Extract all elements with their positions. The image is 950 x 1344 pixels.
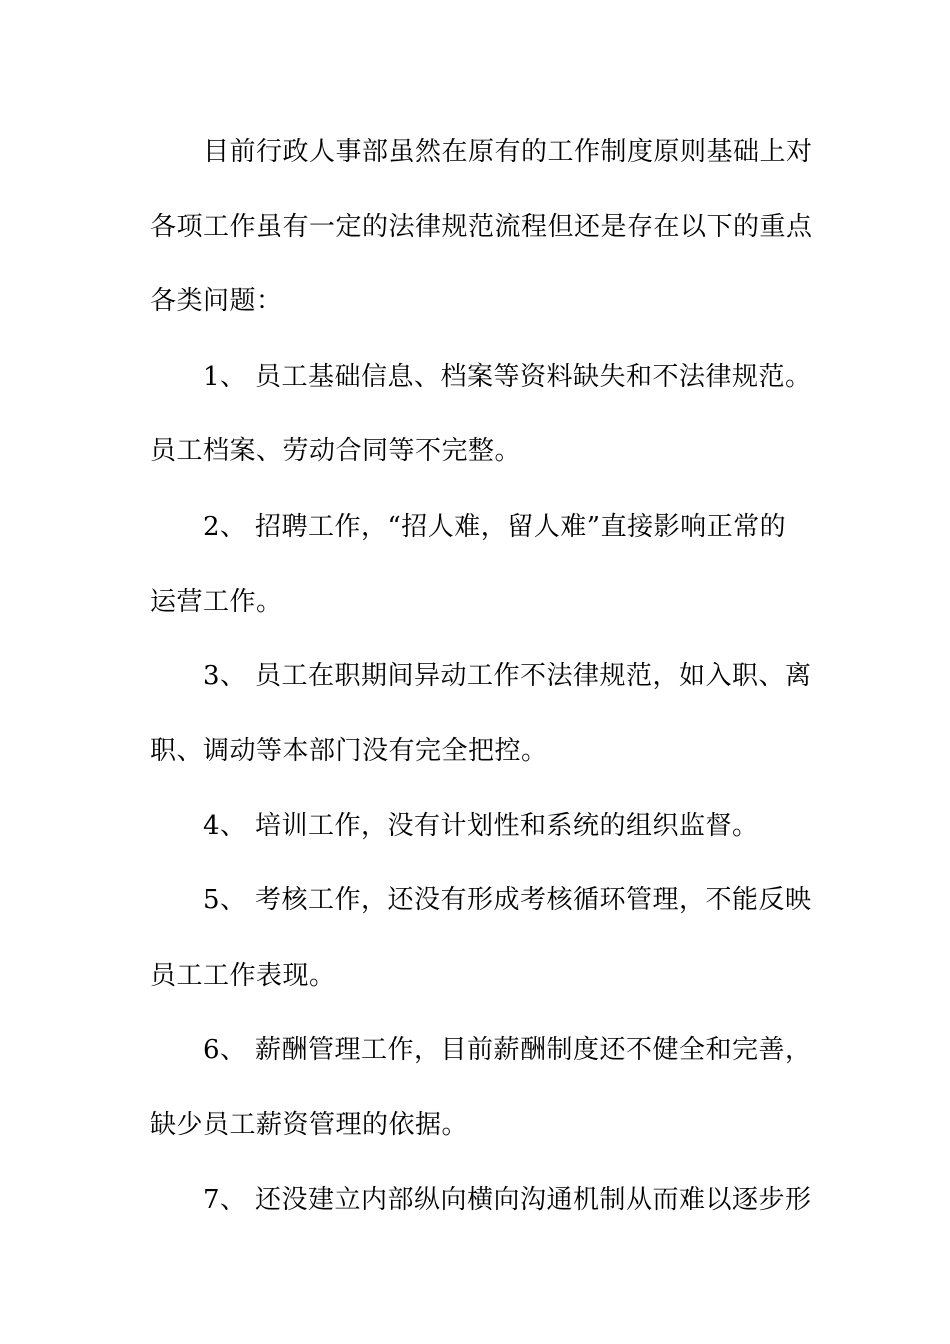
intro-line-2: 各项工作虽有一定的法律规范流程但还是存在以下的重点 <box>150 212 813 242</box>
item-text: 薪酬管理工作，目前薪酬制度还不健全和完善， <box>255 1035 812 1065</box>
item-number: 2、 <box>203 512 247 542</box>
item-text: 招聘工作，“招人难，留人难”直接影响正常的 <box>255 512 787 542</box>
list-item-3-cont: 职、调动等本部门没有完全把控。 <box>150 736 548 766</box>
list-item-3 <box>203 661 812 691</box>
list-item-5 <box>203 885 812 915</box>
list-item-2 <box>203 512 786 542</box>
item-number: 4、 <box>203 811 247 841</box>
list-item-7 <box>203 1185 812 1215</box>
list-item-6-cont: 缺少员工薪资管理的依据。 <box>150 1110 469 1140</box>
list-item-2-cont: 运营工作。 <box>150 587 283 617</box>
item-number: 1、 <box>203 362 247 392</box>
list-item-1 <box>203 362 812 392</box>
item-number: 3、 <box>203 661 247 691</box>
item-text: 员工在职期间异动工作不法律规范，如入职、离 <box>255 661 812 691</box>
list-item-4 <box>203 811 759 841</box>
item-number: 5、 <box>203 885 247 915</box>
intro-line-1: 目前行政人事部虽然在原有的工作制度原则基础上对 <box>203 137 813 167</box>
list-item-5-cont: 员工工作表现。 <box>150 961 336 991</box>
item-text: 培训工作，没有计划性和系统的组织监督。 <box>255 811 759 841</box>
list-item-6 <box>203 1035 812 1065</box>
item-number: 6、 <box>203 1035 247 1065</box>
intro-line-3: 各类问题： <box>150 286 283 316</box>
item-text: 考核工作，还没有形成考核循环管理，不能反映 <box>255 885 812 915</box>
item-text: 还没建立内部纵向横向沟通机制从而难以逐步形 <box>255 1185 812 1215</box>
item-text: 员工基础信息、档案等资料缺失和不法律规范。 <box>255 362 812 392</box>
item-number: 7、 <box>203 1185 247 1215</box>
list-item-1-cont: 员工档案、劳动合同等不完整。 <box>150 436 522 466</box>
